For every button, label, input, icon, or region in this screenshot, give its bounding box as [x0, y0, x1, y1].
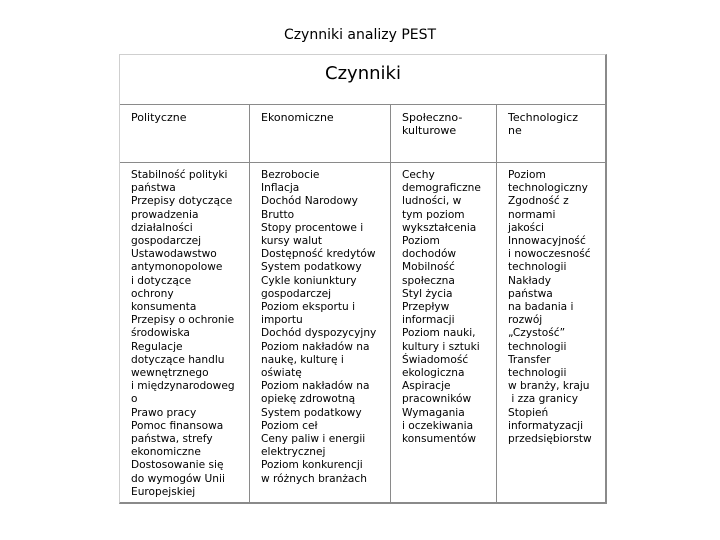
cell-text-line: państwa, strefy — [131, 433, 213, 446]
cell-text-line: Regulacje — [131, 340, 183, 353]
cell-text-line: Styl życia — [402, 287, 453, 300]
column-header-technological — [497, 105, 606, 163]
cell-text-line: wykształcenia — [402, 221, 477, 234]
cell-text-line: technologii — [508, 367, 567, 380]
cell-text-line: informatyzacji — [508, 419, 584, 432]
cell-text-line: ekonomiczne — [131, 446, 201, 459]
cell-text-line: Poziom nakładów na — [261, 340, 370, 353]
column-body-political — [120, 163, 249, 499]
cell-text-line: i nowoczesność — [508, 248, 591, 261]
cell-text-line: demograficzne — [402, 182, 481, 195]
cell-text-line: Poziom eksportu i — [261, 301, 356, 314]
cell-text-line: Cykle koniunktury — [261, 274, 357, 287]
cell-text-line: Stabilność polityki — [131, 169, 228, 181]
cell-text-line: Inflacja — [261, 182, 300, 195]
cell-text-line: Ceny paliw i energii — [261, 433, 366, 446]
cell-text-line: rozwój — [508, 314, 543, 327]
cell-text-line: ludności, w — [402, 195, 462, 208]
cell-text-line: Dostępność kredytów — [261, 248, 376, 261]
cell-text-line: Brutto — [261, 208, 295, 221]
cell-text-line: Dochód dyspozycyjny — [261, 327, 377, 340]
cell-text-line: „Czystość” — [508, 327, 566, 340]
cell-text-line: Poziom ceł — [261, 419, 318, 432]
column-economic — [250, 105, 391, 502]
pest-table — [119, 54, 607, 504]
cell-text-line: państwa — [131, 182, 176, 195]
cell-text-line: normami — [508, 208, 556, 221]
cell-text-line: technologii — [508, 261, 567, 274]
cell-text-line: państwa — [508, 287, 553, 300]
cell-text-line: społeczna — [402, 274, 455, 287]
cell-text-line: na badania i — [508, 301, 574, 314]
cell-text-line: Cechy — [402, 169, 435, 181]
cell-text-line: Stopień — [508, 406, 549, 419]
column-political — [120, 105, 250, 502]
cell-text-line: gospodarczej — [261, 287, 332, 300]
cell-text-line: Prawo pracy — [131, 406, 197, 419]
column-header-socio-cultural — [391, 105, 496, 163]
cell-text-line: Przepisy dotyczące — [131, 195, 233, 208]
cell-text-line: technologii — [508, 340, 567, 353]
header-line: kulturowe — [402, 124, 457, 137]
cell-text-line: opiekę zdrowotną — [261, 393, 356, 406]
cell-text-line: technologiczny — [508, 182, 588, 195]
cell-text-line: środowiska — [131, 327, 190, 340]
cell-text-line: kultury i sztuki — [402, 340, 480, 353]
cell-text-line: kursy walut — [261, 235, 323, 248]
cell-text-line: Aspiracje — [402, 380, 451, 393]
cell-text-line: w branży, kraju — [508, 380, 590, 393]
header-line: Ekonomiczne — [261, 111, 334, 124]
header-line: Technologicz — [508, 111, 578, 124]
cell-text-line: Świadomość — [402, 353, 469, 366]
cell-text-line: o — [131, 393, 138, 406]
cell-text-line: System podatkowy — [261, 261, 362, 274]
cell-text-line: wewnętrznego — [131, 367, 209, 380]
cell-text-line: Mobilność — [402, 261, 455, 274]
cell-text-line: gospodarczej — [131, 235, 202, 248]
table-heading: Czynniki — [120, 55, 606, 105]
cell-text-line: Europejskiej — [131, 485, 196, 498]
cell-text-line: i zza granicy — [508, 393, 578, 406]
cell-text-line: Pomoc finansowa — [131, 419, 224, 432]
cell-text-line: naukę, kulturę i — [261, 353, 344, 366]
column-technological — [497, 105, 606, 502]
page-title: Czynniki analizy PEST — [283, 27, 437, 43]
cell-text-line: antymonopolowe — [131, 261, 223, 274]
cell-text-line: pracowników — [402, 393, 472, 406]
cell-text-line: System podatkowy — [261, 406, 362, 419]
header-line: Społeczno- — [402, 111, 463, 124]
cell-text-line: Transfer — [508, 353, 551, 366]
cell-text-line: Przepływ — [402, 301, 450, 314]
column-socio-cultural — [391, 105, 497, 502]
cell-text-line: Poziom konkurencji — [261, 459, 363, 472]
cell-text-line: prowadzenia — [131, 208, 199, 221]
column-body-socio-cultural — [391, 163, 496, 446]
cell-text-line: Poziom — [402, 235, 440, 248]
cell-text-line: Poziom nauki, — [402, 327, 476, 340]
cell-text-line: Ustawodawstwo — [131, 248, 217, 261]
cell-text-line: i oczekiwania — [402, 419, 474, 432]
cell-text-line: i międzynarodoweg — [131, 380, 235, 393]
cell-text-line: w różnych branżach — [261, 472, 367, 485]
cell-text-line: jakości — [508, 221, 544, 234]
header-line: ne — [508, 124, 522, 137]
cell-text-line: Stopy procentowe i — [261, 221, 364, 234]
cell-text-line: ochrony — [131, 287, 174, 300]
cell-text-line: dochodów — [402, 248, 457, 261]
cell-text-line: Poziom nakładów na — [261, 380, 370, 393]
cell-text-line: Zgodność z — [508, 195, 569, 208]
column-body-technological — [497, 163, 606, 446]
cell-text-line: Poziom — [508, 169, 546, 181]
cell-text-line: Przepisy o ochronie — [131, 314, 235, 327]
cell-text-line: tym poziom — [402, 208, 465, 221]
cell-text-line: konsumenta — [131, 301, 197, 314]
cell-text-line: Dochód Narodowy — [261, 195, 358, 208]
cell-text-line: Innowacyjność — [508, 235, 586, 248]
header-line: Polityczne — [131, 111, 187, 124]
cell-text-line: i dotyczące — [131, 274, 192, 287]
column-body-economic — [250, 163, 390, 486]
cell-text-line: Bezrobocie — [261, 169, 320, 181]
cell-text-line: oświatę — [261, 367, 302, 380]
cell-text-line: importu — [261, 314, 303, 327]
cell-text-line: Nakłady — [508, 274, 552, 287]
cell-text-line: przedsiębiorstw — [508, 433, 592, 446]
cell-text-line: Dostosowanie się — [131, 459, 224, 472]
cell-text-line: konsumentów — [402, 433, 477, 446]
cell-text-line: elektrycznej — [261, 446, 326, 459]
cell-text-line: informacji — [402, 314, 455, 327]
column-header-economic — [250, 105, 390, 163]
cell-text-line: działalności — [131, 221, 193, 234]
cell-text-line: dotyczące handlu — [131, 353, 225, 366]
column-header-political — [120, 105, 249, 163]
cell-text-line: do wymogów Unii — [131, 472, 225, 485]
cell-text-line: Wymagania — [402, 406, 465, 419]
cell-text-line: ekologiczna — [402, 367, 465, 380]
